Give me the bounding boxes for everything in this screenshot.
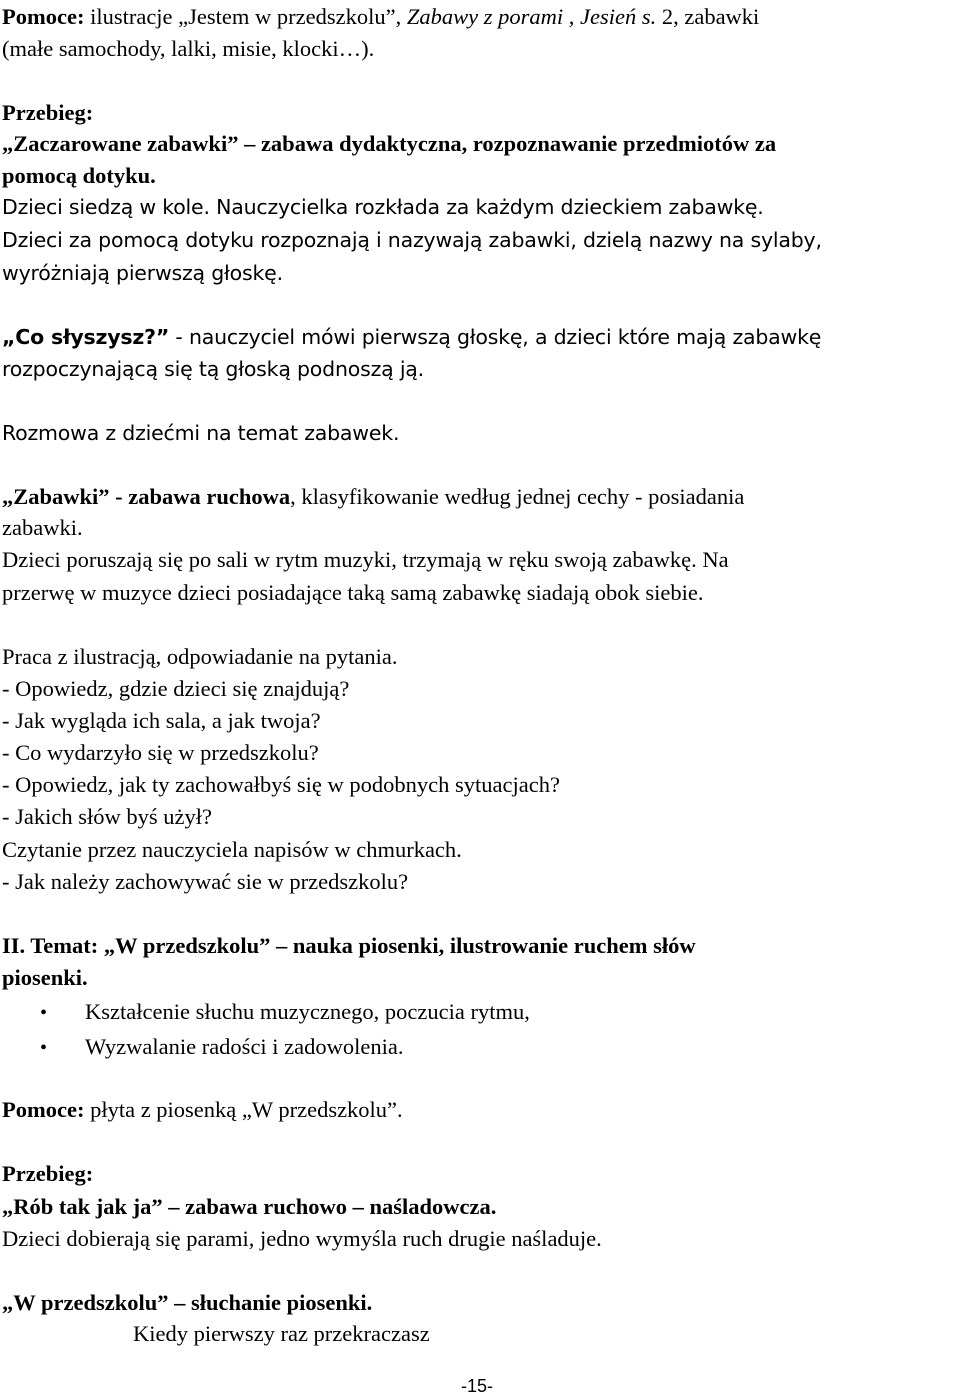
activity-1-desc-1: Dzieci siedzą w kole. Nauczycielka rozkłada za każdym dzieckiem zabawkę. [2,195,764,219]
co-slyszysz-title: „Co słyszysz?” [2,325,170,349]
bullet-icon: • [40,1037,48,1059]
zabawki-desc-2: przerwę w muzyce dzieci posiadające taką samą zabawkę siadają obok siebie. [2,580,704,605]
activity-1-desc-2: Dzieci za pomocą dotyku rozpoznają i nazywają zabawki, dzielą nazwy na sylaby, [2,228,822,252]
pomoce-label-2: Pomoce: [2,1097,85,1122]
rozmowa-line: Rozmowa z dziećmi na temat zabawek. [2,421,400,445]
activity-title-1-text: „Zaczarowane zabawki” – zabawa dydaktyczna, rozpoznawanie przedmiotów za [2,131,777,156]
co-slyszysz-text: - nauczyciel mówi pierwszą głoskę, a dzieci które mają zabawkę [169,325,822,349]
pomoce-text: ilustracje „Jestem w przedszkolu”, [84,4,407,29]
przebieg-label-2 [2,1163,93,1186]
zabawki-text: , klasyfikowanie według jednej cechy - posiadania [290,484,745,509]
zabawki-desc-1: Dzieci poruszają się po sali w rytm muzyki, trzymają w ręku swoją zabawkę. Na [2,547,729,572]
temat-heading-text: II. Temat: „W przedszkolu” – nauka piosenki, ilustrowanie ruchem słów [2,933,696,958]
pomoce-text-end: 2, zabawki [656,4,760,29]
temat-heading-cont-text: piosenki. [2,965,88,990]
co-slyszysz-line [2,327,821,348]
zabawki-title: „Zabawki” - zabawa ruchowa [2,484,291,509]
activity-1-desc-3: wyróżniają pierwszą głoskę. [2,261,283,285]
activity-title-2-text: „Rób tak jak ja” – zabawa ruchowo – naśladowcza. [2,1194,497,1219]
goal-item: Kształcenie słuchu muzycznego, poczucia rytmu, [85,999,530,1024]
book-title: Zabawy z porami , Jesień s. [406,4,657,29]
question-5: - Jakich słów byś użył? [2,804,212,829]
pomoce-line-2: (małe samochody, lalki, misie, klocki…). [2,36,375,61]
goal-item: Wyzwalanie radości i zadowolenia. [85,1034,404,1059]
co-slyszysz-cont: rozpoczynającą się tą głoską podnoszą ją. [2,357,424,381]
question-6: - Jak należy zachowywać sie w przedszkolu? [2,869,409,894]
zabawki-line [2,486,744,509]
zabawki-cont: zabawki. [2,515,83,540]
temat-heading-cont [2,967,88,990]
temat-heading [2,935,696,958]
pomoce-line-1 [2,6,759,29]
activity-title-1-cont-text: pomocą dotyku. [2,163,156,188]
pomoce-text-2: płyta z piosenką „W przedszkolu”. [84,1097,403,1122]
activity-title-1-cont [2,165,156,188]
bullet-icon: • [40,1002,48,1024]
question-1: - Opowiedz, gdzie dzieci się znajdują? [2,676,350,701]
przebieg-heading-2: Przebieg: [2,1161,94,1186]
activity-2-desc: Dzieci dobierają się parami, jedno wymyśla ruch drugie naśladuje. [2,1226,602,1251]
activity-title-2 [2,1196,496,1219]
song-lyrics-line: Kiedy pierwszy raz przekraczasz [133,1321,430,1346]
activity-title-1 [2,133,776,156]
przebieg-heading: Przebieg: [2,100,94,125]
pomoce-line-3 [2,1099,403,1122]
pomoce-label: Pomoce: [2,4,85,29]
praca-line: Praca z ilustracją, odpowiadanie na pytania. [2,644,398,669]
activity-title-3 [2,1292,372,1315]
activity-title-3-text: „W przedszkolu” – słuchanie piosenki. [2,1290,373,1315]
question-3: - Co wydarzyło się w przedszkolu? [2,740,319,765]
czytanie-line: Czytanie przez nauczyciela napisów w chmurkach. [2,837,462,862]
question-4: - Opowiedz, jak ty zachowałbyś się w podobnych sytuacjach? [2,772,560,797]
page-number: -15- [461,1376,494,1396]
question-2: - Jak wygląda ich sala, a jak twoja? [2,708,321,733]
przebieg-label-1 [2,102,93,125]
